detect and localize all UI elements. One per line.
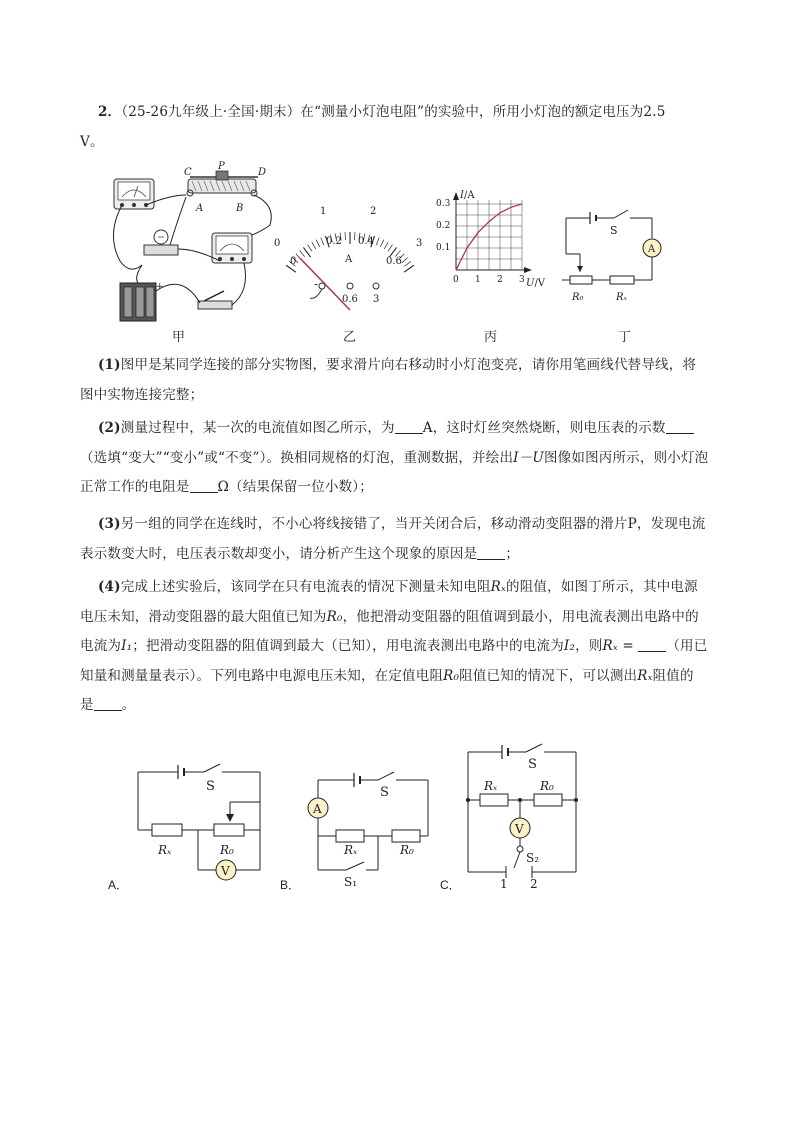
- option-b-circuit[interactable]: [306, 768, 431, 888]
- dial-tick: [380, 240, 383, 247]
- part-4-text-e1: 是: [80, 697, 94, 713]
- part-4-text-d3: 阻值的: [652, 667, 694, 684]
- answer-blank-rx-expression[interactable]: [638, 637, 666, 652]
- answer-blank-reason[interactable]: [477, 545, 505, 560]
- option-a-Rx-label: Rₓ: [158, 843, 172, 857]
- dial-tick: [404, 265, 414, 272]
- label-C: C: [184, 167, 192, 178]
- ding-Rx-label: Rₓ: [616, 292, 628, 303]
- dial-tick: [316, 240, 319, 247]
- part-4-text-d2: 阻值已知的情况下，可以测出: [459, 667, 638, 684]
- dial-top-0: 0: [274, 238, 281, 249]
- part-4-text-c1: 电流为: [80, 638, 122, 654]
- part-4: [80, 573, 720, 721]
- part-4-text-e2: 。: [121, 697, 136, 713]
- figure-jia: [100, 161, 280, 325]
- question-stem: [80, 98, 720, 157]
- part-3-text-a: 另一组的同学在连线时，不小心将线接错了，当开关闭合后，移动滑动变阻器的滑片P，发现电流: [120, 516, 706, 532]
- part-2-text-c2: Ω（结果保留一位小数）；: [217, 479, 373, 495]
- part-4-text-b1: 电压未知，滑动变阻器的最大阻值已知为: [80, 608, 327, 625]
- dial-bottom-3: 0.6: [386, 256, 402, 267]
- part-4-i2: I₂: [563, 638, 576, 654]
- figure-ding: [556, 206, 666, 306]
- ding-Rx: [610, 276, 634, 284]
- dial-tick: [308, 245, 312, 252]
- part-4-text-c3: ，则: [575, 638, 603, 654]
- y-tick-0.1: 0.1: [436, 243, 451, 253]
- part-4-r0: R₀: [326, 608, 343, 625]
- option-b-S: S: [380, 785, 389, 800]
- dial-unit: A: [345, 254, 353, 265]
- option-b-letter[interactable]: B．: [280, 878, 301, 892]
- part-2-text-b1: （选填“变大”“变小”或“不变”）。换相同规格的灯泡，重测数据，并绘出: [80, 449, 514, 466]
- option-b-Rx: [336, 830, 364, 842]
- option-b-S1: S₁: [344, 875, 358, 889]
- option-c-letter[interactable]: C．: [440, 878, 461, 892]
- option-a-R0-label: R₀: [220, 843, 234, 857]
- label-D: D: [258, 167, 267, 178]
- x-tick-0: 0: [453, 275, 459, 285]
- option-c-circuit[interactable]: [462, 740, 587, 890]
- dial-bottom-0: 0: [290, 256, 297, 267]
- dial-tick: [345, 232, 346, 240]
- part-4-i1: I₁: [121, 638, 133, 654]
- caption-bing: 丙: [484, 330, 498, 345]
- part-3: [80, 510, 720, 569]
- label-plus: +: [156, 282, 164, 292]
- switch-device: [198, 301, 232, 309]
- part-4-rx: Rₓ: [490, 579, 507, 595]
- dial-tick: [376, 238, 379, 245]
- ding-A: A: [648, 244, 656, 255]
- part-2-number: (2): [97, 420, 121, 436]
- part-1-text-a: 图甲是某同学连接的部分实物图，要求滑片向右移动时小灯泡变亮，请你用笔画线代替导线，将: [120, 357, 697, 373]
- option-b-R0: [392, 830, 420, 842]
- dial-tick: [388, 245, 392, 252]
- terminal-0.6: 0.6: [342, 294, 358, 305]
- dial-bottom-1: 0.2: [326, 236, 342, 247]
- dial-tick: [405, 261, 411, 266]
- option-c-S: S: [528, 757, 537, 772]
- dial-tick: [303, 247, 310, 257]
- option-c-V: V: [515, 822, 524, 836]
- ding-S: S: [610, 224, 618, 237]
- option-a-Rx: [152, 824, 182, 836]
- ding-R0: [570, 276, 592, 284]
- dial-tick: [384, 242, 388, 249]
- answer-blank-voltmeter[interactable]: [666, 419, 694, 434]
- ding-R0-label: R₀: [572, 292, 584, 303]
- lamp-base: [144, 245, 178, 255]
- answer-blank-resistance[interactable]: [190, 478, 218, 493]
- graph-grid: [456, 200, 522, 270]
- part-3-text-b1: 表示数变大时，电压表示数却变小，请分析产生这个现象的原因是: [80, 545, 478, 562]
- y-tick-0.3: 0.3: [436, 199, 451, 209]
- part-3-text-b2: ；: [505, 545, 520, 562]
- caption-yi: 乙: [343, 330, 357, 345]
- x-tick-3: 3: [519, 275, 525, 285]
- caption-ding: 丁: [618, 330, 632, 345]
- part-4-text-a2: 的阻值，如图丁所示，其中电源: [506, 579, 698, 595]
- question-stem-text: 在“测量小灯泡电阻”的实验中，所用小灯泡的额定电压为2.5: [300, 104, 666, 120]
- dial-tick: [321, 238, 324, 245]
- label-B: B: [236, 203, 244, 214]
- part-3-number: (3): [97, 516, 121, 532]
- label-A: A: [196, 203, 204, 214]
- option-c-t2: 2: [530, 877, 538, 891]
- dial-tick: [354, 232, 355, 240]
- option-c-S2: S₂: [526, 851, 540, 865]
- y-tick-0.2: 0.2: [436, 221, 451, 231]
- answer-blank-choice[interactable]: [94, 696, 122, 711]
- part-2-iu-math: I－U: [513, 449, 544, 466]
- xlabel: U/V: [526, 278, 546, 289]
- terminal-minus: -: [314, 277, 319, 291]
- part-4-text-c2: ；把滑动变阻器的阻值调到最大（已知），用电流表测出电路中的电流为: [132, 638, 564, 654]
- dial-tick: [312, 242, 316, 249]
- option-c-Rx-label: Rₓ: [484, 779, 498, 793]
- answer-blank-current[interactable]: [395, 419, 423, 434]
- part-4-rx-eq: Rₓ =: [602, 638, 634, 654]
- x-tick-1: 1: [475, 275, 481, 285]
- part-4-number: (4): [97, 579, 121, 595]
- terminal-3: 3: [373, 294, 380, 305]
- part-2-text-a1: 测量过程中，某一次的电流值如图乙所示，为: [120, 420, 395, 436]
- option-a-R0: [214, 824, 244, 836]
- option-c-t1: 1: [500, 877, 508, 891]
- option-a-V: V: [221, 864, 230, 878]
- option-b-A: A: [313, 802, 322, 816]
- part-2-text-b2: 图像如图丙所示，则小灯泡: [543, 449, 709, 466]
- question-stem-unit: V。: [80, 133, 104, 150]
- part-4-text-d1: 知量和测量量表示）。下列电路中电源电压未知，在定值电阻: [80, 667, 444, 684]
- caption-jia: 甲: [172, 330, 186, 345]
- option-a-circuit[interactable]: [128, 762, 268, 887]
- question-number: 2．: [97, 104, 122, 120]
- part-2-text-a2: A，这时灯丝突然烧断，则电压表的示数: [422, 420, 666, 436]
- dial-tick: [300, 251, 305, 257]
- part-2-text-c1: 正常工作的电阻是: [80, 479, 190, 495]
- option-a-letter[interactable]: A．: [108, 878, 129, 892]
- option-c-R0-label: R₀: [540, 779, 554, 793]
- part-4-text-a1: 完成上述实验后，该同学在只有电流表的情况下测量未知电阻: [120, 579, 491, 595]
- option-b-Rx-label: Rₓ: [344, 843, 358, 857]
- ylabel: I/A: [460, 190, 475, 201]
- part-4-text-b2: ，他把滑动变阻器的阻值调到最小，用电流表测出电路中的: [342, 608, 699, 625]
- dial-tick: [402, 257, 408, 262]
- label-P: P: [218, 161, 225, 172]
- question-source: （25-26九年级上·全国·期末）: [121, 104, 301, 120]
- part-1-number: (1): [97, 357, 121, 373]
- x-tick-2: 2: [497, 275, 503, 285]
- part-1-text-b: 图中实物连接完整；: [80, 386, 204, 403]
- option-c-R0: [534, 794, 562, 806]
- figure-bing: [430, 188, 546, 318]
- part-2: [80, 414, 720, 503]
- part-1: [80, 351, 720, 410]
- dial-top-2: 2: [370, 206, 377, 217]
- option-b-R0-label: R₀: [400, 843, 414, 857]
- dial-top-1: 1: [320, 206, 327, 217]
- part-4-r0-b: R₀: [443, 667, 460, 684]
- figure-yi: [270, 200, 430, 320]
- part-4-text-c4: （用已: [666, 638, 708, 654]
- dial-top-3: 3: [416, 238, 423, 249]
- option-c-Rx: [480, 794, 508, 806]
- part-4-rx-sub: Rₓ: [637, 667, 653, 684]
- dial-bottom-2: 0.4: [358, 236, 374, 247]
- option-a-S: S: [206, 779, 215, 794]
